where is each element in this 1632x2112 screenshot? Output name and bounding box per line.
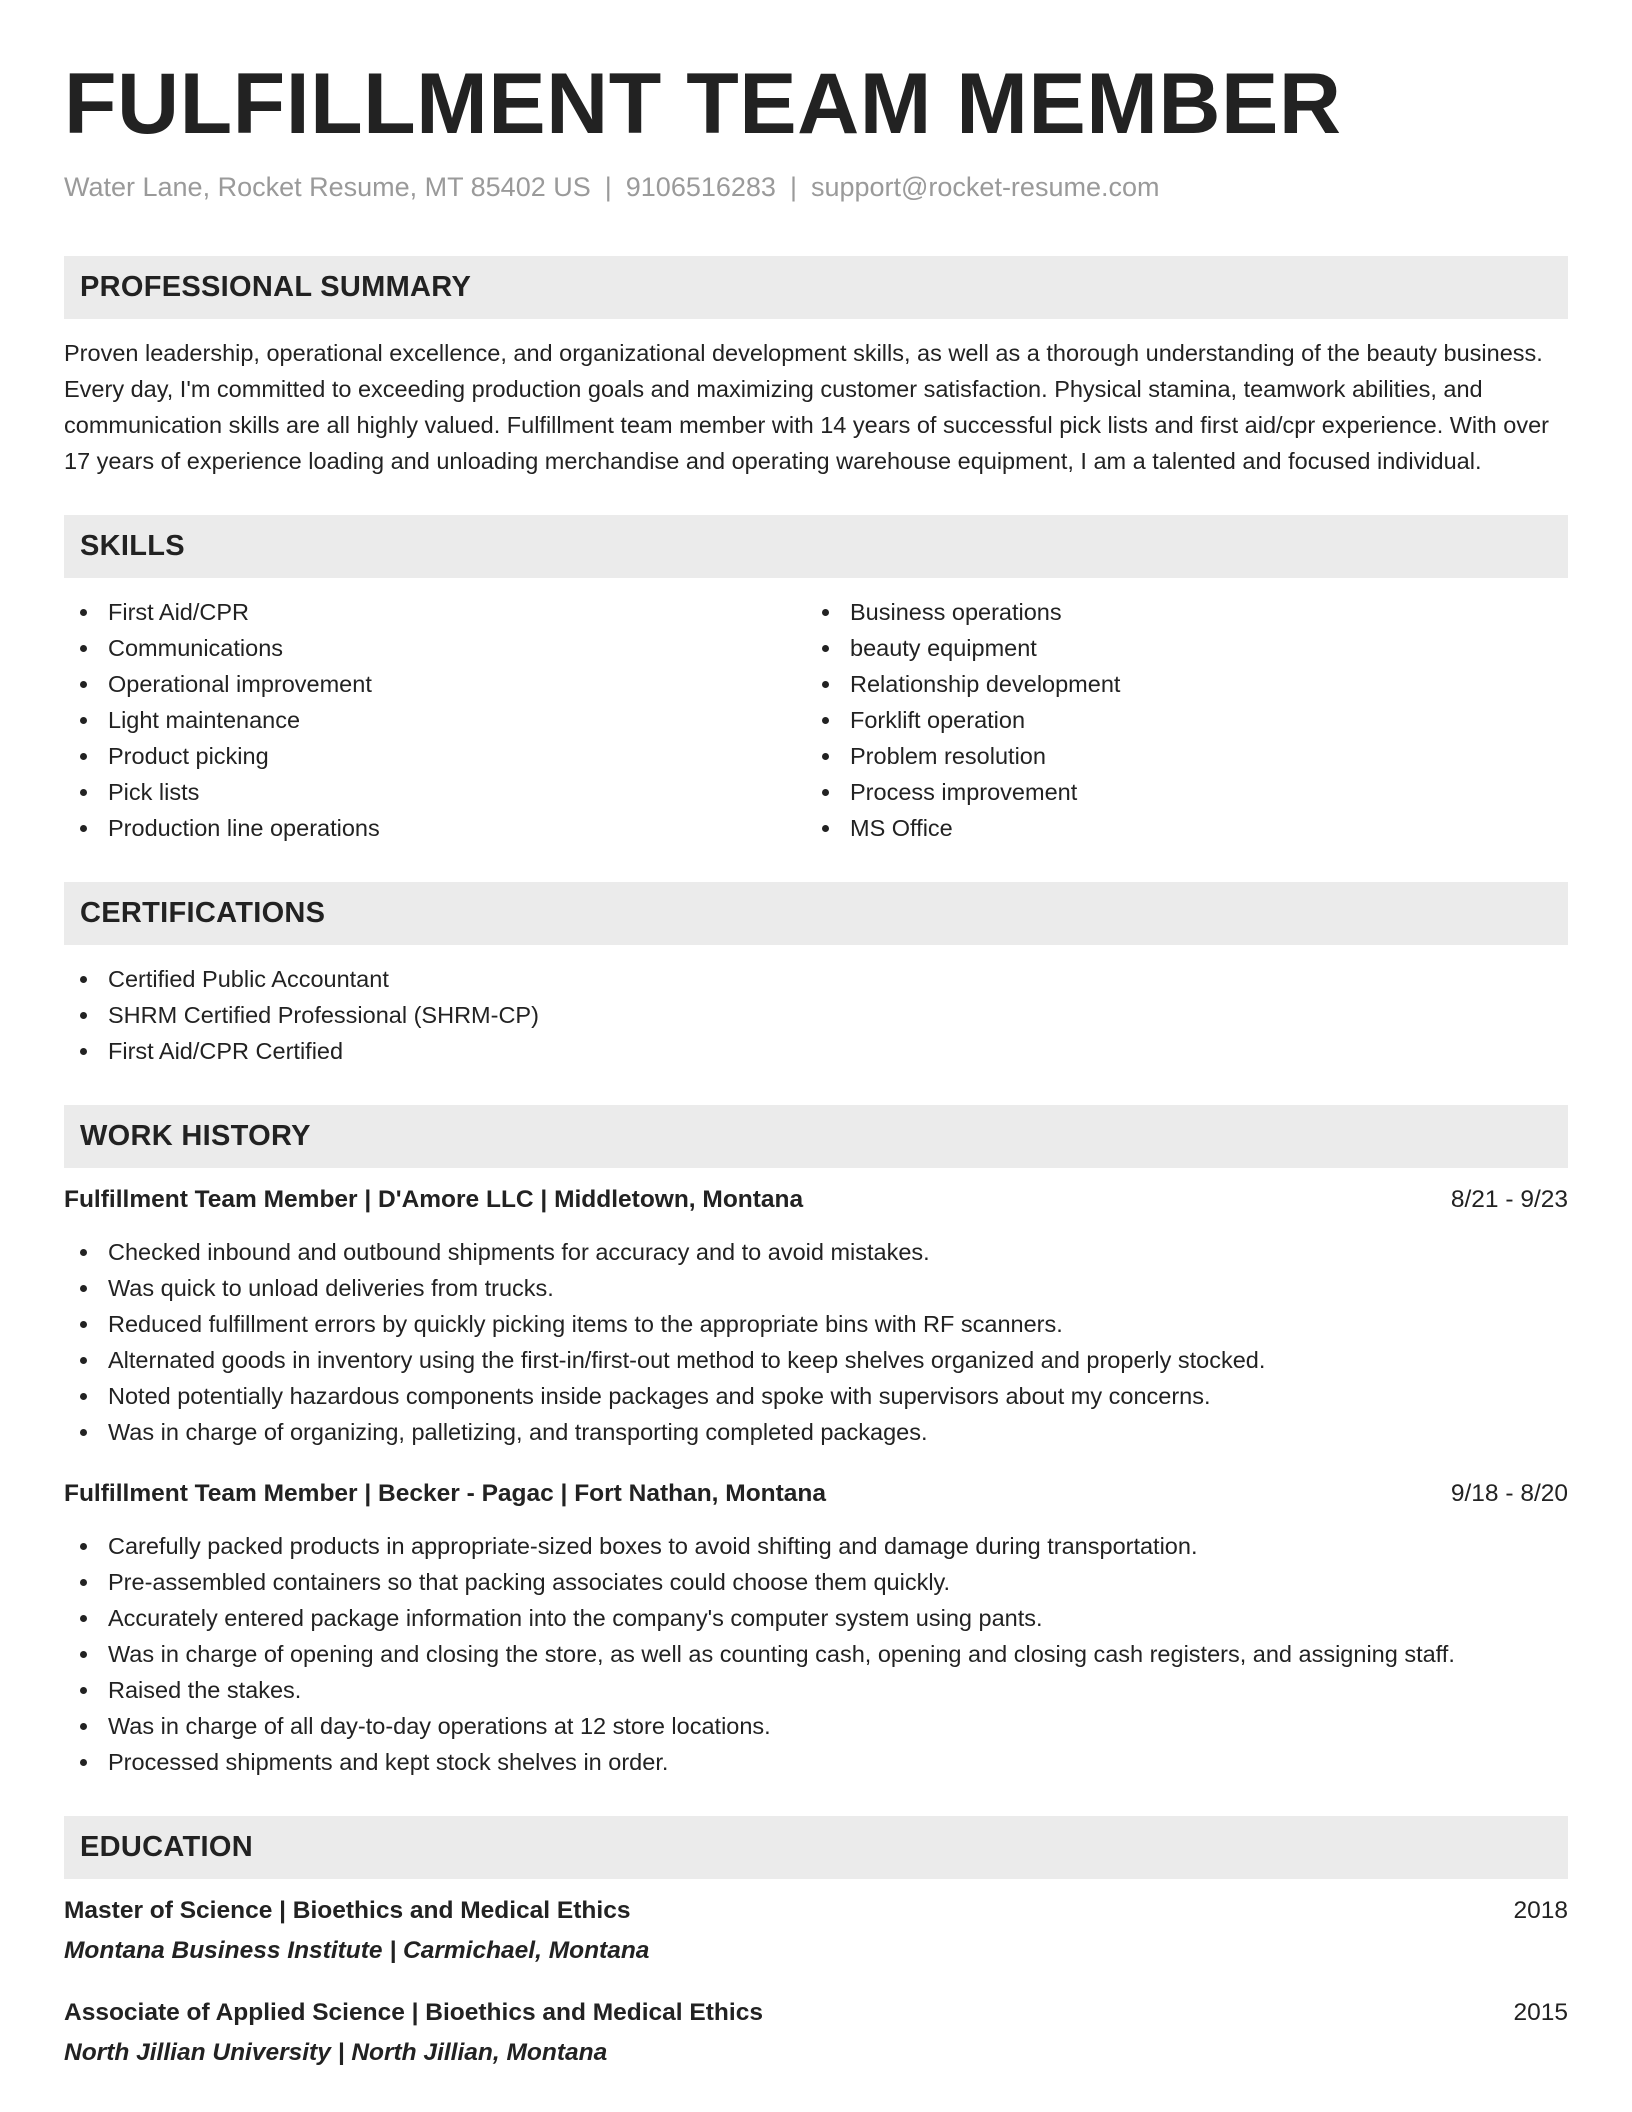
certification-item: First Aid/CPR Certified: [64, 1033, 1568, 1069]
contact-line: [64, 170, 1568, 204]
job-bullet: Carefully packed products in appropriate-sized boxes to avoid shifting and damage during transportation.: [64, 1528, 1568, 1564]
job-bullet: Was quick to unload deliveries from trucks.: [64, 1270, 1568, 1306]
education-school: Montana Business Institute | Carmichael, Montana: [64, 1937, 650, 1964]
education-school: North Jillian University | North Jillian, Montana: [64, 2039, 608, 2066]
skills-column-right: [806, 594, 1548, 846]
job-bullet: Raised the stakes.: [64, 1672, 1568, 1708]
skills-column-left: [64, 594, 806, 846]
skill-item: Operational improvement: [64, 666, 806, 702]
education-degree: Master of Science | Bioethics and Medical Ethics: [64, 1897, 631, 1924]
job-bullet: Was in charge of opening and closing the store, as well as counting cash, opening and closing cash registers, and assigning staff.: [64, 1636, 1568, 1672]
skill-item: Production line operations: [64, 810, 806, 846]
section-header-skills: SKILLS: [64, 515, 1568, 578]
job-bullet: Alternated goods in inventory using the first-in/first-out method to keep shelves organized and properly stocked.: [64, 1342, 1568, 1378]
job-bullet: Pre-assembled containers so that packing associates could choose them quickly.: [64, 1564, 1568, 1600]
skill-item: MS Office: [806, 810, 1548, 846]
contact-email: support@rocket-resume.com: [810, 172, 1160, 202]
certification-item: SHRM Certified Professional (SHRM-CP): [64, 997, 1568, 1033]
job-bullet: Reduced fulfillment errors by quickly picking items to the appropriate bins with RF scanners.: [64, 1306, 1568, 1342]
job-entry: [64, 1476, 1568, 1780]
section-header-certifications: CERTIFICATIONS: [64, 882, 1568, 945]
job-header: [64, 1476, 1568, 1512]
skill-item: Pick lists: [64, 774, 806, 810]
contact-separator: |: [789, 172, 797, 202]
section-header-education: EDUCATION: [64, 1816, 1568, 1879]
job-title: Fulfillment Team Member | Becker - Pagac | Fort Nathan, Montana: [64, 1480, 827, 1507]
job-bullet: Was in charge of all day-to-day operations at 12 store locations.: [64, 1708, 1568, 1744]
skill-item: Problem resolution: [806, 738, 1548, 774]
education-header: [64, 1893, 1568, 1929]
job-bullet: Noted potentially hazardous components inside packages and spoke with supervisors about my concerns.: [64, 1378, 1568, 1414]
job-bullet: Was in charge of organizing, palletizing, and transporting completed packages.: [64, 1414, 1568, 1450]
contact-address: Water Lane, Rocket Resume, MT 85402 US: [64, 172, 591, 202]
resume-name: FULFILLMENT TEAM MEMBER: [64, 56, 1342, 152]
education-entry: [64, 1893, 1568, 1969]
job-dates: 9/18 - 8/20: [1450, 1480, 1568, 1507]
skill-item: Process improvement: [806, 774, 1548, 810]
certifications-list: [64, 961, 1568, 1069]
education-year: 2018: [1513, 1897, 1568, 1924]
skill-item: Product picking: [64, 738, 806, 774]
job-bullet: Accurately entered package information into the company's computer system using pants.: [64, 1600, 1568, 1636]
job-title: Fulfillment Team Member | D'Amore LLC | Middletown, Montana: [64, 1186, 804, 1213]
job-bullet: Checked inbound and outbound shipments for accuracy and to avoid mistakes.: [64, 1234, 1568, 1270]
job-entry: [64, 1182, 1568, 1450]
education-header: [64, 1995, 1568, 2031]
section-header-work-history: WORK HISTORY: [64, 1105, 1568, 1168]
skill-item: Business operations: [806, 594, 1548, 630]
summary-text: Proven leadership, operational excellence, and organizational development skills, as well as a thorough understanding of the beauty business. Every day, I'm committed to exceeding production goals and maximizing customer satisfaction. Physical stamina, teamwork abilities, and communication skills are all highly valued. Fulfillment team member with 14 years of successful pick lists and first aid/cpr experience. With over 17 years of experience loading and unloading merchandise and operating warehouse equipment, I am a talented and focused individual.: [64, 340, 1549, 474]
education-degree: Associate of Applied Science | Bioethics and Medical Ethics: [64, 1999, 763, 2026]
skills-list: [64, 594, 1568, 846]
contact-phone: 9106516283: [625, 172, 776, 202]
job-dates: 8/21 - 9/23: [1450, 1186, 1568, 1213]
section-header-summary: PROFESSIONAL SUMMARY: [64, 256, 1568, 319]
skill-item: Relationship development: [806, 666, 1548, 702]
certification-item: Certified Public Accountant: [64, 961, 1568, 997]
job-bullets: [64, 1528, 1568, 1780]
skill-item: First Aid/CPR: [64, 594, 806, 630]
job-bullet: Processed shipments and kept stock shelves in order.: [64, 1744, 1568, 1780]
job-bullets: [64, 1234, 1568, 1450]
skill-item: Light maintenance: [64, 702, 806, 738]
skill-item: beauty equipment: [806, 630, 1548, 666]
education-entry: [64, 1995, 1568, 2071]
skill-item: Forklift operation: [806, 702, 1548, 738]
contact-separator: |: [604, 172, 612, 202]
education-year: 2015: [1513, 1999, 1568, 2026]
job-header: [64, 1182, 1568, 1218]
skill-item: Communications: [64, 630, 806, 666]
